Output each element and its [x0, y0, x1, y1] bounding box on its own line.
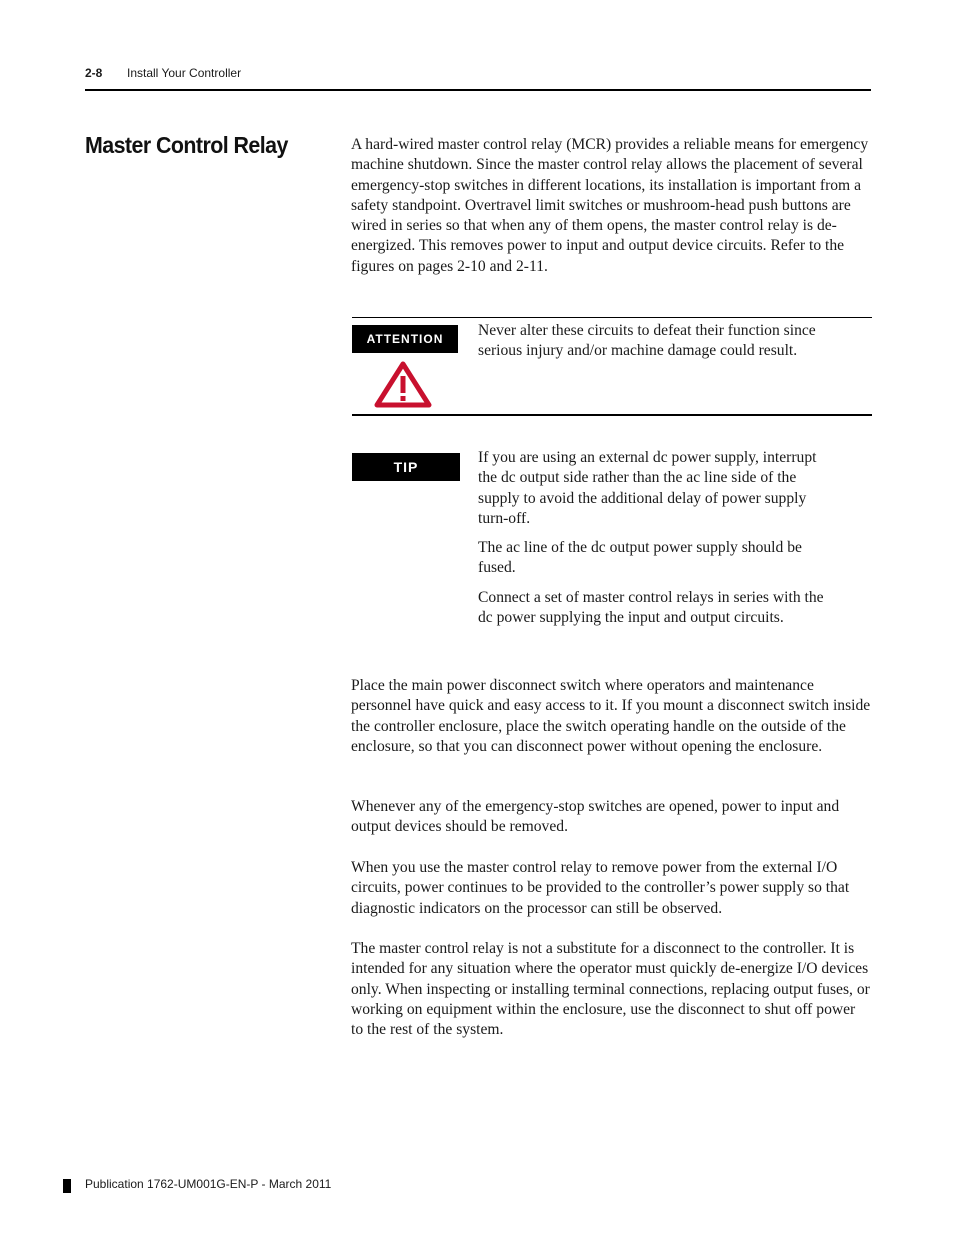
tip-paragraph: The ac line of the dc output power supply should be fused.: [478, 539, 802, 577]
warning-triangle-icon: [374, 361, 432, 408]
page-header: [85, 66, 242, 80]
page-number: 2-8: [85, 66, 103, 80]
attention-bottom-rule: [352, 414, 872, 416]
tip-label: TIP: [352, 453, 460, 481]
tip-paragraph: If you are using an external dc power supply, interrupt the dc output side rather than the ac line side of the supply to avoid the additional delay of power supply turn-off.: [478, 449, 817, 527]
chapter-title: Install Your Controller: [127, 66, 242, 80]
body-paragraph: Place the main power disconnect switch where operators and maintenance personnel have quick and easy access to it. If you mount a disconnect switch inside the controller enclosure, place the switch operating handle on the outside of the enclosure, so that you can disconnect power without opening the enclosure.: [351, 677, 871, 755]
publication-info: Publication 1762-UM001G-EN-P - March 2011: [85, 1177, 332, 1191]
header-rule: [85, 89, 871, 91]
body-paragraph: Whenever any of the emergency-stop switches are opened, power to input and output devices should be removed.: [351, 798, 840, 836]
attention-label: ATTENTION: [352, 325, 458, 353]
body-paragraph: When you use the master control relay to remove power from the external I/O circuits, power continues to be provided to the controller’s power supply so that diagnostic indicators on the processor can still be observed.: [351, 859, 850, 917]
intro-paragraph: A hard-wired master control relay (MCR) provides a reliable means for emergency machine shutdown. Since the master control relay allows the placement of several emergency-stop switches in different locations, its installation is important from a safety standpoint. Overtravel limit switches or mushroom-head push buttons are wired in series so that when any of them opens, the master control relay is de-energized. This removes power to input and output device circuits. Refer to the figures on pages 2-10 and 2-11.: [351, 136, 869, 275]
tip-paragraph: Connect a set of master control relays in series with the dc power supplying the input and output circuits.: [478, 589, 824, 627]
attention-text: Never alter these circuits to defeat their function since serious injury and/or machine damage could result.: [478, 322, 816, 360]
body-paragraph: The master control relay is not a substitute for a disconnect to the controller. It is intended for any situation where the operator must quickly de-energize I/O devices only. When inspecting or installing terminal connections, replacing output fuses, or working on equipment within the enclosure, use the disconnect to shut off power to the rest of the system.: [351, 940, 870, 1039]
section-title: Master Control Relay: [85, 132, 288, 158]
footer-marker: [63, 1179, 71, 1193]
attention-top-rule: [352, 317, 872, 318]
